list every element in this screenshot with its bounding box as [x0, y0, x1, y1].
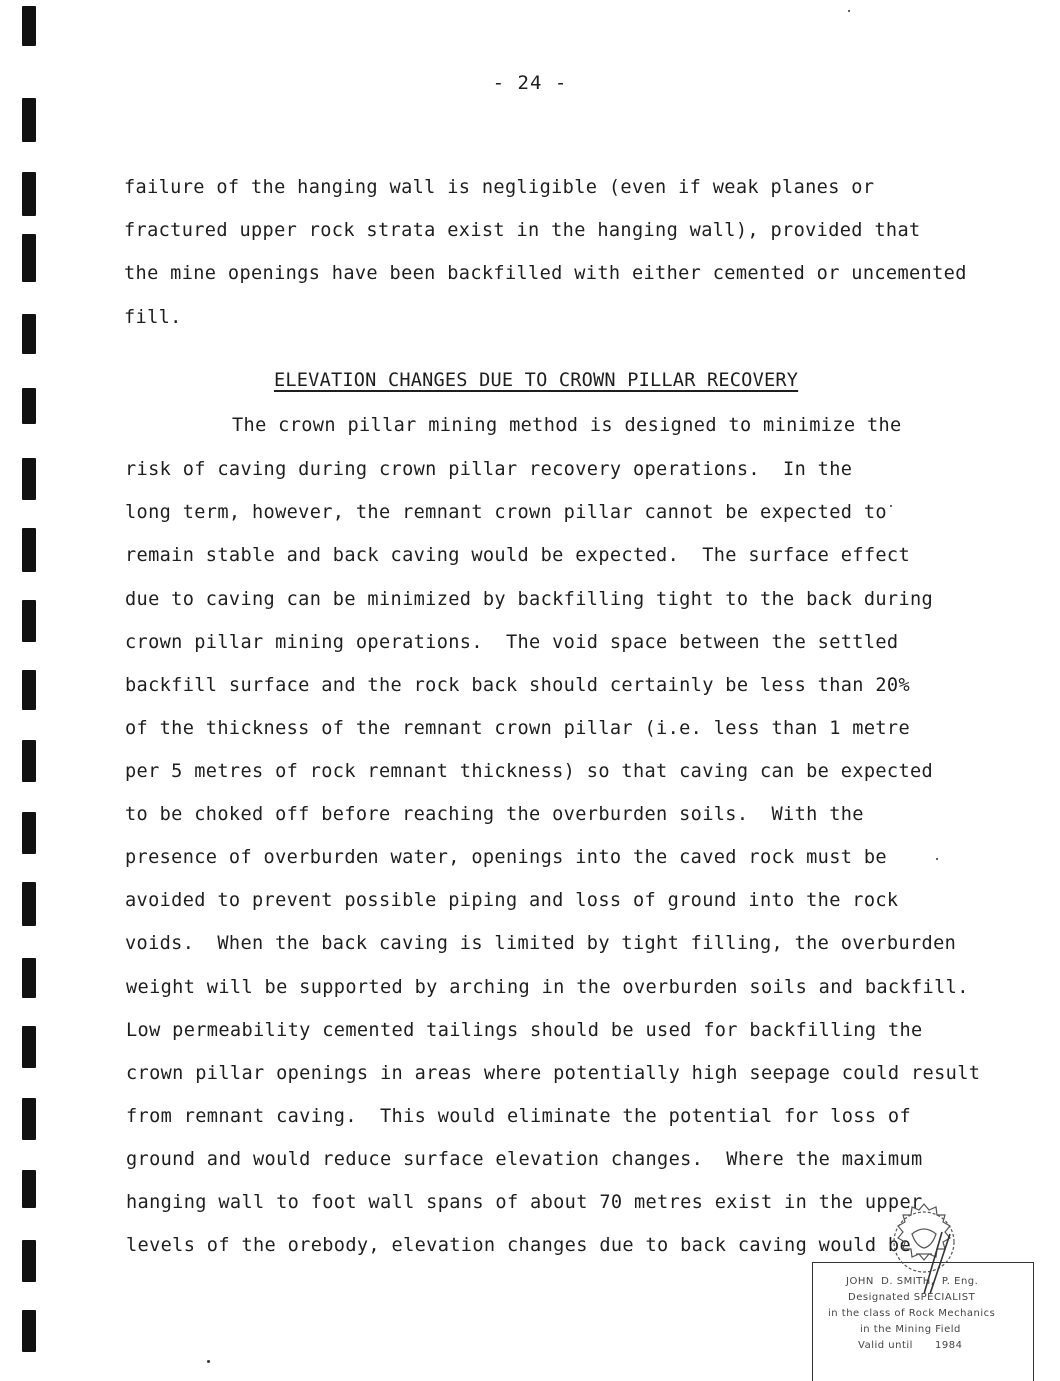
binding-mark: [22, 98, 36, 142]
text-line: ground and would reduce surface elevation changes. Where the maximum: [126, 1149, 923, 1170]
scan-binding-marks: [22, 0, 42, 1380]
text-line: due to caving can be minimized by backfilling tight to the back during: [125, 589, 934, 610]
text-line: crown pillar mining operations. The void space between the settled: [125, 632, 899, 653]
text-line: failure of the hanging wall is negligible (even if weak planes or: [124, 177, 875, 198]
binding-mark: [22, 600, 36, 642]
binding-mark: [22, 458, 36, 500]
binding-mark: [22, 314, 36, 354]
text-line: crown pillar openings in areas where potentially high seepage could result: [126, 1063, 981, 1084]
binding-mark: [22, 1026, 36, 1068]
binding-mark: [22, 528, 36, 572]
stamp-text: in the class of Rock Mechanics: [828, 1308, 996, 1319]
text-line: hanging wall to foot wall spans of about 70 metres exist in the upper: [126, 1192, 923, 1213]
text-line: weight will be supported by arching in the overburden soils and backfill.: [126, 977, 969, 998]
scan-speck: [848, 10, 850, 12]
text-line: backfill surface and the rock back should certainly be less than 20%: [125, 675, 911, 696]
text-line: per 5 metres of rock remnant thickness) so that caving can be expected: [125, 761, 934, 782]
stamp-text: Valid until 1984: [858, 1340, 963, 1351]
text-line: levels of the orebody, elevation changes due to back caving would be: [126, 1235, 912, 1256]
text-line: The crown pillar mining method is designed to minimize the: [232, 415, 902, 436]
text-line: avoided to prevent possible piping and loss of ground into the rock: [125, 890, 899, 911]
stamp-text: in the Mining Field: [860, 1324, 961, 1335]
text-line: voids. When the back caving is limited by tight filling, the overburden: [125, 933, 957, 954]
text-line: fill.: [124, 307, 182, 328]
binding-mark: [22, 670, 36, 710]
binding-mark: [22, 6, 36, 46]
stamp-text: Designated SPECIALIST: [848, 1292, 976, 1303]
binding-mark: [22, 1170, 36, 1208]
text-line: risk of caving during crown pillar recovery operations. In the: [125, 459, 853, 480]
binding-mark: [22, 882, 36, 926]
binding-mark: [22, 388, 36, 424]
text-line: from remnant caving. This would eliminate the potential for loss of: [126, 1106, 912, 1127]
text-line: fractured upper rock strata exist in the hanging wall), provided that: [124, 220, 921, 241]
page-number: - 24 -: [492, 72, 568, 94]
binding-mark: [22, 958, 36, 998]
binding-mark: [22, 1240, 36, 1282]
text-line: Low permeability cemented tailings should be used for backfilling the: [126, 1020, 923, 1041]
text-line: to be choked off before reaching the overburden soils. With the: [125, 804, 864, 825]
binding-mark: [22, 1098, 36, 1140]
binding-mark: [22, 1310, 36, 1352]
stamp-text: JOHN D. SMITH, P. Eng.: [846, 1276, 979, 1287]
binding-mark: [22, 740, 36, 782]
scan-speck: [207, 1360, 210, 1363]
text-line: long term, however, the remnant crown pillar cannot be expected to: [125, 502, 887, 523]
section-heading: ELEVATION CHANGES DUE TO CROWN PILLAR RECOVERY: [274, 370, 799, 391]
binding-mark: [22, 812, 36, 854]
scan-speck: [936, 858, 938, 860]
text-line: remain stable and back caving would be expected. The surface effect: [125, 545, 911, 566]
scan-speck: [890, 505, 892, 507]
binding-mark: [22, 234, 36, 282]
text-line: presence of overburden water, openings into the caved rock must be: [125, 847, 887, 868]
text-line: of the thickness of the remnant crown pillar (i.e. less than 1 metre: [125, 718, 911, 739]
text-line: the mine openings have been backfilled with either cemented or uncemented: [124, 263, 967, 284]
binding-mark: [22, 172, 36, 216]
